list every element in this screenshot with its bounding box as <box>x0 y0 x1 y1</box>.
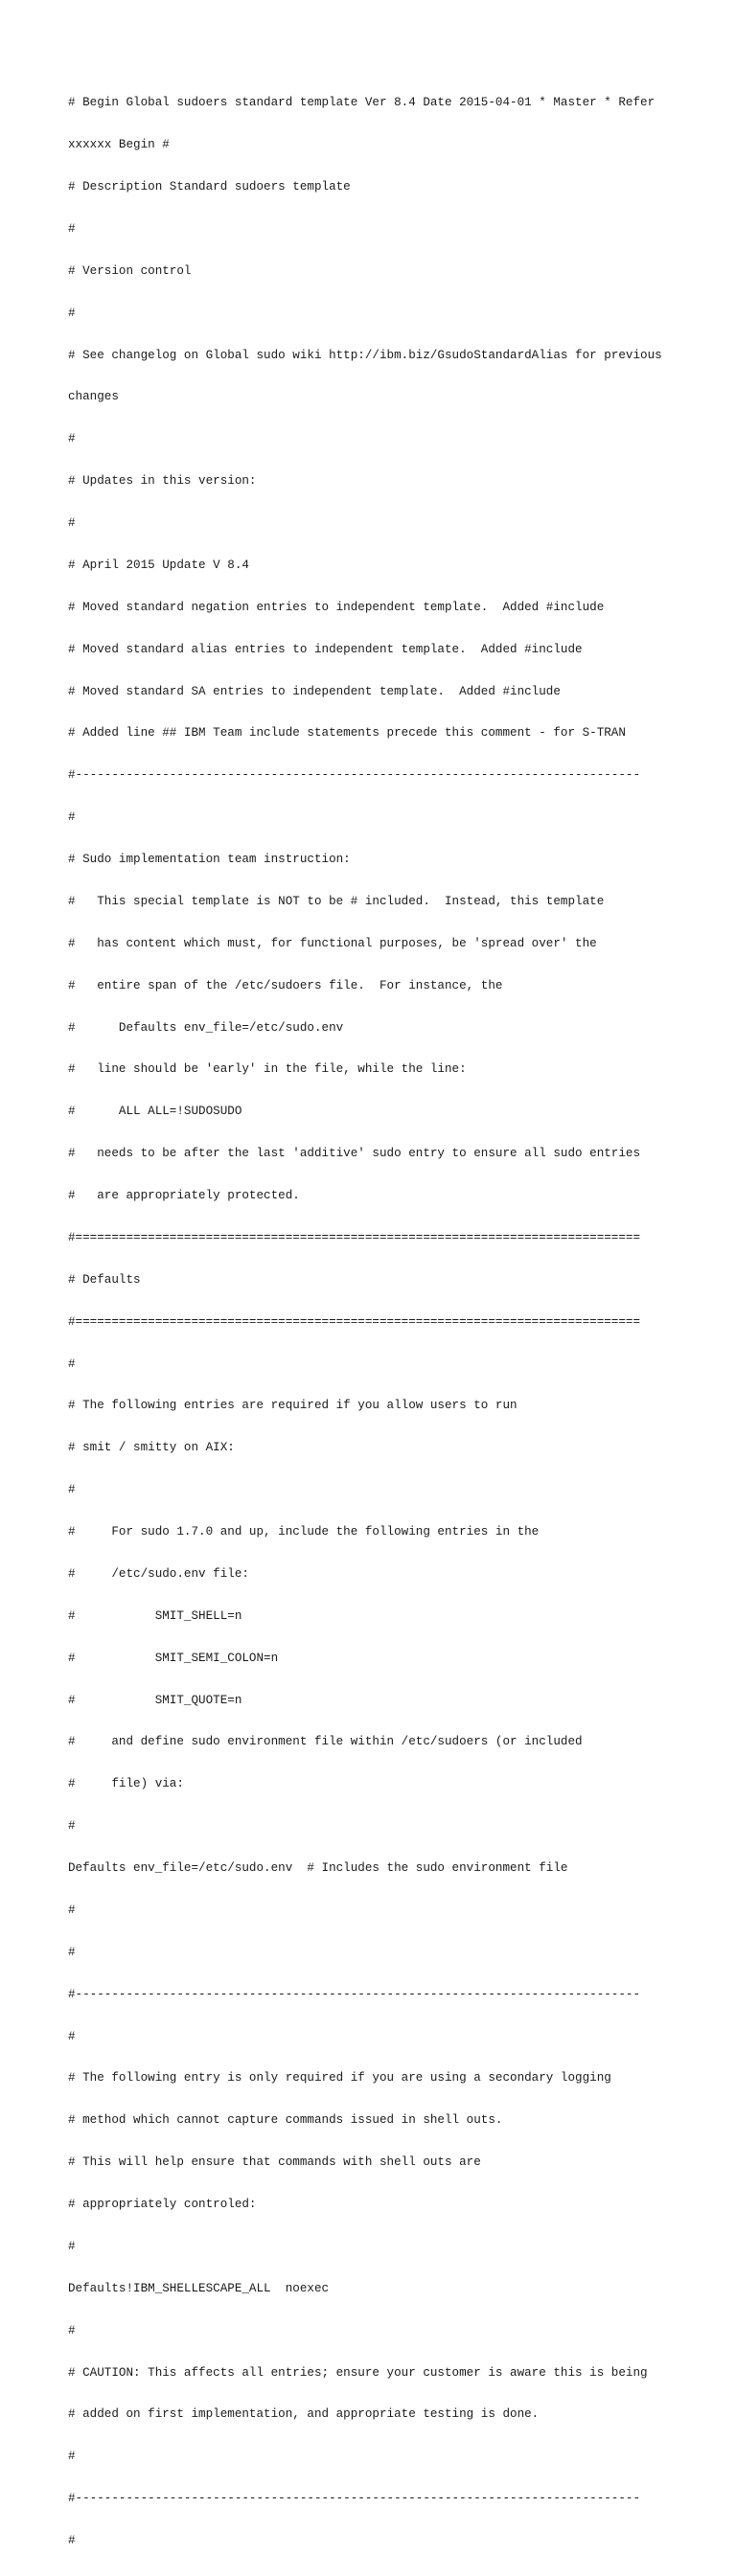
text-line: # file) via: <box>68 1777 184 1791</box>
separator-line: #============================================================================== <box>68 1230 641 1244</box>
text-line: # are appropriately protected. <box>68 1189 300 1202</box>
text-line: # For sudo 1.7.0 and up, include the following entries in the <box>68 1525 540 1539</box>
text-line: # and define sudo environment file within /etc/sudoers (or included <box>68 1735 583 1749</box>
text-line: # The following entry is only required if you are using a secondary logging <box>68 2071 611 2086</box>
section-heading: # Defaults <box>68 1272 141 1287</box>
text-line: # SMIT_SEMI_COLON=n <box>68 1651 279 1665</box>
config-directive: Defaults env_file=/etc/sudo.env # Includes the sudo environment file <box>68 1861 568 1875</box>
text-line: # <box>68 810 76 825</box>
text-line: # SMIT_QUOTE=n <box>68 1693 242 1707</box>
text-line: changes <box>68 390 119 404</box>
separator-line: #============================================================================== <box>68 1314 641 1329</box>
text-line: # added on first implementation, and appropriate testing is done. <box>68 2407 540 2422</box>
text-line: # <box>68 1903 76 1917</box>
text-line: # <box>68 2029 76 2043</box>
text-line: # smit / smitty on AIX: <box>68 1441 235 1455</box>
text-line: # <box>68 2450 76 2464</box>
text-line: # <box>68 2239 76 2253</box>
text-line: # line should be 'early' in the file, while the line: <box>68 1062 467 1077</box>
separator-line: #------------------------------------------------------------------------------ <box>68 2492 641 2506</box>
text-line: # Added line ## IBM Team include statements precede this comment - for S-TRAN <box>68 726 626 741</box>
text-line: # <box>68 2534 76 2547</box>
text-line: # <box>68 1356 76 1371</box>
text-line: # CAUTION: This affects all entries; ensure your customer is aware this is being <box>68 2365 648 2380</box>
text-line: # needs to be after the last 'additive' sudo entry to ensure all sudo entries <box>68 1147 641 1161</box>
text-line: # Moved standard alias entries to independent template. Added #include <box>68 642 583 656</box>
text-line: # Begin Global sudoers standard template Ver 8.4 Date 2015-04-01 * Master * Refer <box>68 96 656 110</box>
text-line: # <box>68 1483 76 1497</box>
text-line: # Moved standard negation entries to independent template. Added #include <box>68 600 605 614</box>
text-line: # This special template is NOT to be # included. Instead, this template <box>68 894 605 908</box>
text-line: # <box>68 1819 76 1834</box>
text-line: # Version control <box>68 263 192 278</box>
text-line: # <box>68 432 76 446</box>
text-line: xxxxxx Begin # <box>68 138 170 152</box>
text-line: # SMIT_SHELL=n <box>68 1608 242 1623</box>
text-line: # ALL ALL=!SUDOSUDO <box>68 1105 242 1119</box>
sudoers-template-text <box>68 68 720 2576</box>
text-line: # Sudo implementation team instruction: <box>68 853 351 866</box>
text-line: # appropriately controled: <box>68 2198 257 2211</box>
text-line: # The following entries are required if you allow users to run <box>68 1399 518 1413</box>
config-directive: Defaults!IBM_SHELLESCAPE_ALL noexec <box>68 2281 330 2295</box>
text-line: # See changelog on Global sudo wiki http://ibm.biz/GsudoStandardAlias for previous <box>68 348 662 362</box>
text-line: # This will help ensure that commands with shell outs are <box>68 2155 481 2170</box>
text-line: # Defaults env_file=/etc/sudo.env <box>68 1020 344 1035</box>
text-line: # Description Standard sudoers template <box>68 180 351 194</box>
text-line: # <box>68 2323 76 2337</box>
separator-line: #------------------------------------------------------------------------------ <box>68 1987 641 2001</box>
text-line: # entire span of the /etc/sudoers file. For instance, the <box>68 978 503 992</box>
text-line: # <box>68 221 76 236</box>
text-line: # Moved standard SA entries to independent template. Added #include <box>68 684 561 698</box>
text-line: # April 2015 Update V 8.4 <box>68 558 249 572</box>
text-line: # <box>68 1945 76 1959</box>
text-line: # /etc/sudo.env file: <box>68 1566 249 1581</box>
text-line: # Updates in this version: <box>68 474 257 489</box>
text-line: # method which cannot capture commands issued in shell outs. <box>68 2113 503 2128</box>
separator-line: #------------------------------------------------------------------------------ <box>68 768 641 783</box>
text-line: # has content which must, for functional purposes, be 'spread over' the <box>68 936 597 950</box>
text-line: # <box>68 516 76 530</box>
text-line: # <box>68 306 76 320</box>
